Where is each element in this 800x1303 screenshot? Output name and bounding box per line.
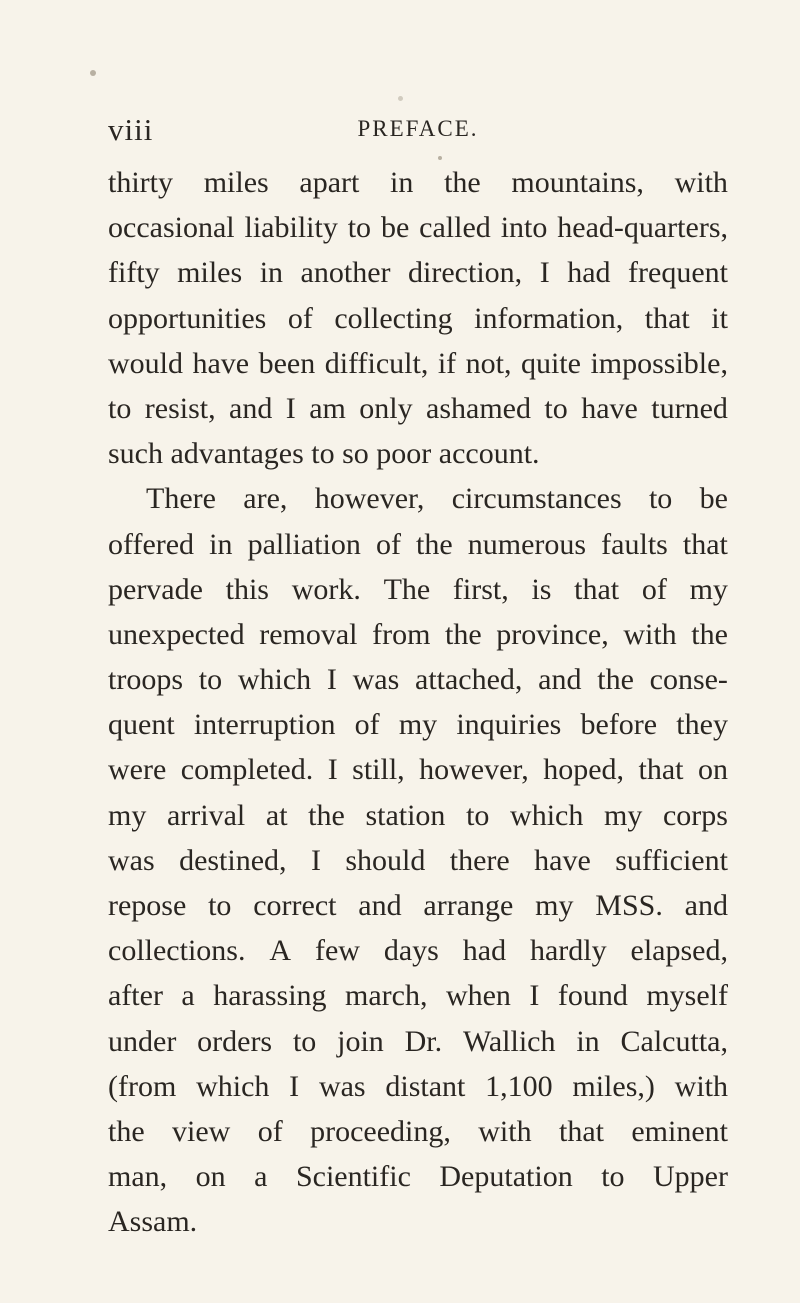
text-line: offered in palliation of the numerous faults that [108,527,728,561]
text-line: after a harassing march, when I found myself [108,979,728,1013]
text-line: man, on a Scientific Deputation to Upper [108,1160,728,1194]
text-line: pervade this work. The first, is that of my [108,572,728,606]
text-line: would have been difficult, if not, quite impossible, [108,346,728,380]
text-line: opportunities of collecting information, that it [108,301,728,335]
text-line: was destined, I should there have sufficient [108,843,728,877]
page-number: viii [108,112,154,147]
text-line: thirty miles apart in the mountains, with [108,166,728,199]
text-line: under orders to join Dr. Wallich in Calcutta, [108,1024,728,1058]
running-head: PREFACE. [357,116,479,141]
text-line: quent interruption of my inquiries before they [108,708,728,742]
text-line: unexpected removal from the province, with the [108,617,728,651]
text-line: There are, however, circumstances to be [146,482,728,516]
text-line: repose to correct and arrange my MSS. and [108,889,728,922]
text-line: (from which I was distant 1,100 miles,) with [108,1069,728,1103]
text-line: were completed. I still, however, hoped, that on [108,753,728,787]
text-line: to resist, and I am only ashamed to have turned [108,391,728,425]
text-line: occasional liability to be called into head-quarters, [108,211,728,245]
paper-speck [398,96,403,101]
text-line: the view of proceeding, with that eminent [108,1114,728,1148]
text-line: Assam. [108,1205,198,1239]
text-line: my arrival at the station to which my corps [108,798,728,832]
page-header [108,112,728,152]
paper-speck [90,70,96,76]
text-line: troops to which I was attached, and the conse- [108,663,728,697]
text-line: such advantages to so poor account. [108,437,540,471]
text-line: collections. A few days had hardly elapsed, [108,934,728,968]
text-line: fifty miles in another direction, I had frequent [108,256,728,290]
preface-text [108,160,728,1245]
